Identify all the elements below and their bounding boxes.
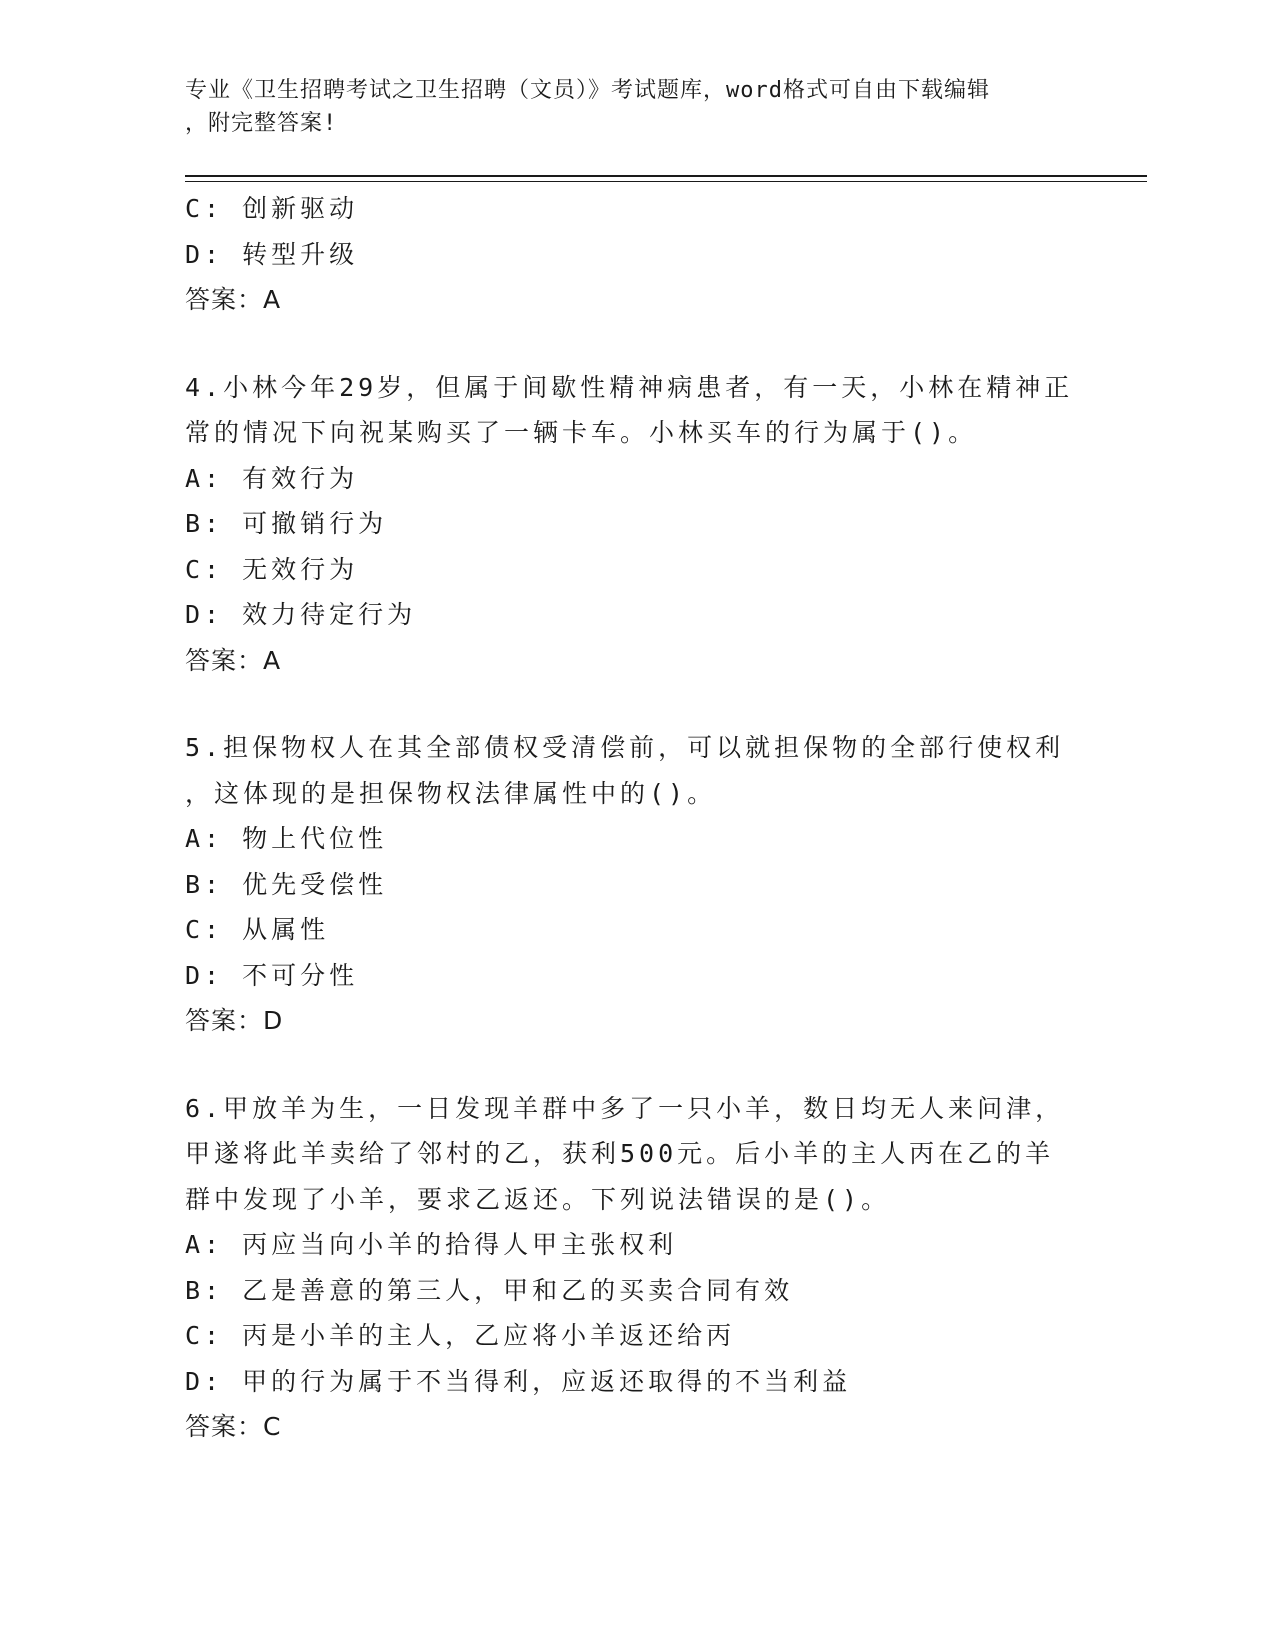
- option-d: D: 转型升级: [185, 239, 359, 269]
- question-stem: 5.担保物权人在其全部债权受清偿前，可以就担保物的全部行使权利: [185, 733, 1065, 762]
- question-stem: 4.小林今年29岁，但属于间歇性精神病患者，有一天，小林在精神正: [185, 372, 1074, 402]
- option-d: D: 效力待定行为: [185, 600, 417, 629]
- question-stem: 常的情况下向祝某购买了一辆卡车。小林买车的行为属于()。: [185, 418, 978, 447]
- question-4: [185, 365, 1085, 684]
- question-stem: 群中发现了小羊，要求乙返还。下列说法错误的是()。: [185, 1184, 891, 1214]
- answer-text: 答案：C: [185, 1412, 282, 1441]
- header-rule-thick: [185, 175, 1147, 177]
- question-list: [185, 186, 1085, 1450]
- header-line-2: ，附完整答案!: [185, 111, 338, 136]
- option-a: A: 丙应当向小羊的拾得人甲主张权利: [185, 1230, 678, 1259]
- option-d: D: 不可分性: [185, 960, 359, 990]
- answer-text: 答案：A: [185, 285, 282, 314]
- question-6: [185, 1086, 1085, 1450]
- option-a: A: 有效行为: [185, 463, 359, 493]
- answer-text: 答案：A: [185, 645, 282, 675]
- question-3: [185, 186, 1085, 323]
- option-b: B: 可撤销行为: [185, 509, 388, 538]
- header-line-1: 专业《卫生招聘考试之卫生招聘（文员）》考试题库，word格式可自由下载编辑: [185, 78, 990, 103]
- question-stem: 甲遂将此羊卖给了邻村的乙，获利500元。后小羊的主人丙在乙的羊: [185, 1139, 1055, 1168]
- header-rule-thin: [185, 181, 1147, 182]
- option-b: B: 乙是善意的第三人，甲和乙的买卖合同有效: [185, 1275, 794, 1305]
- question-stem: 6.甲放羊为生，一日发现羊群中多了一只小羊，数日均无人来问津，: [185, 1093, 1065, 1123]
- option-d: D: 甲的行为属于不当得利，应返还取得的不当利益: [185, 1366, 852, 1396]
- question-5: [185, 725, 1085, 1044]
- option-c: C: 无效行为: [185, 554, 359, 584]
- question-stem: ，这体现的是担保物权法律属性中的()。: [185, 778, 717, 808]
- document-header: [185, 74, 1085, 140]
- option-a: A: 物上代位性: [185, 824, 388, 853]
- option-c: C: 从属性: [185, 915, 330, 944]
- option-b: B: 优先受偿性: [185, 869, 388, 899]
- answer-text: 答案：D: [185, 1006, 284, 1035]
- option-c: C: 创新驱动: [185, 194, 359, 223]
- option-c: C: 丙是小羊的主人，乙应将小羊返还给丙: [185, 1321, 736, 1350]
